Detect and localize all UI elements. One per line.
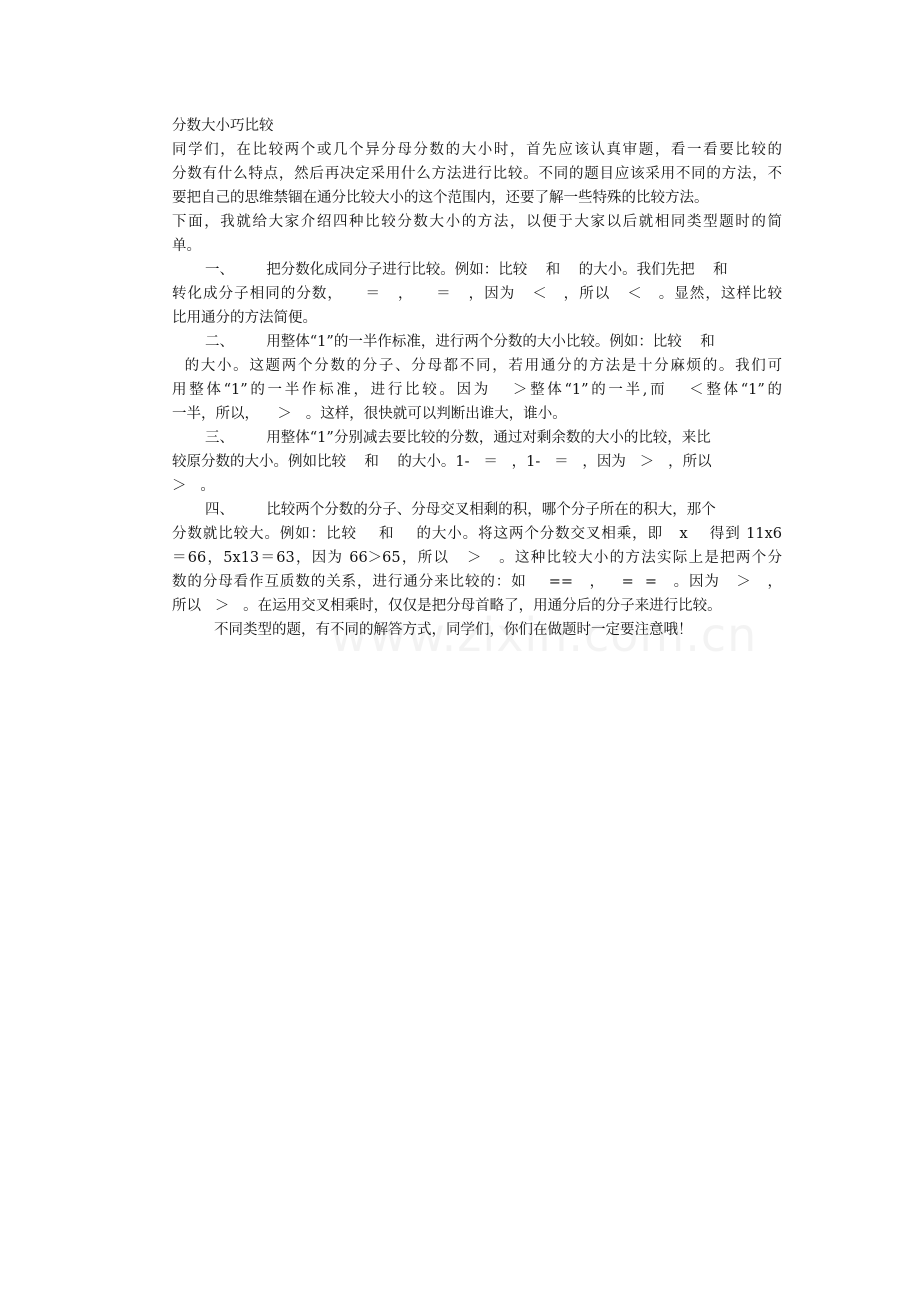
method-2-line-2: 的大小。这题两个分数的分子、分母都不同，若用通分的方法是十分麻烦的。我们可: [172, 358, 782, 374]
method-3-line-3: ＞ 。: [172, 478, 215, 494]
method-2-line-3: 用整体“1”的一半作标准，进行比较。因为 ＞整体“1”的一半,而 ＜整体“1”的: [172, 382, 782, 398]
method-4-line-4: 数的分母看作互质数的关系，进行通分来比较的：如 == ， = = 。因为 ＞ ，: [172, 574, 782, 590]
intro-1-line-1: 同学们，在比较两个或几个异分母分数的大小时，首先应该认真审题，看一看要比较的: [172, 142, 782, 158]
intro-2-line-1: 下面，我就给大家介绍四种比较分数大小的方法，以便于大家以后就相同类型题时的简: [172, 214, 782, 230]
method-1-line-1: 一、 把分数化成同分子进行比较。例如：比较 和 的大小。我们先把 和: [205, 262, 728, 278]
intro-2-line-2: 单。: [172, 238, 201, 254]
doc-title: 分数大小巧比较: [172, 118, 274, 134]
method-3-line-2: 较原分数的大小。例如比较 和 的大小。1- ＝ ，1- ＝ ，因为 ＞ ，所以: [172, 454, 712, 470]
intro-1-line-2: 分数有什么特点，然后再决定采用什么方法进行比较。不同的题目应该采用不同的方法，不: [172, 166, 782, 182]
closing-line: 不同类型的题，有不同的解答方式，同学们，你们在做题时一定要注意哦！: [214, 622, 693, 638]
method-1-line-3: 比用通分的方法简便。: [172, 310, 317, 326]
method-4-line-5: 所以 ＞ 。在运用交叉相乘时，仅仅是把分母首略了，用通分后的分子来进行比较。: [172, 598, 722, 614]
method-2-line-4: 一半，所以， ＞ 。这样，很快就可以判断出谁大，谁小。: [172, 406, 567, 422]
method-1-line-2: 转化成分子相同的分数， ＝ ， ＝ ，因为 ＜ ，所以 ＜ 。显然，这样比较: [172, 286, 782, 302]
method-3-line-1: 三、 用整体“1”分别减去要比较的分数，通过对剩余数的大小的比较，来比: [205, 430, 711, 446]
method-4-line-2: 分数就比较大。例如：比较 和 的大小。将这两个分数交叉相乘，即 x 得到 11x6: [172, 526, 782, 542]
method-4-line-3: ＝66，5x13＝63，因为 66＞65，所以 ＞ 。这种比较大小的方法实际上是把两个分: [172, 550, 782, 566]
method-2-line-1: 二、 用整体“1”的一半作标准，进行两个分数的大小比较。例如：比较 和: [205, 334, 715, 350]
method-4-line-1: 四、 比较两个分数的分子、分母交叉相剩的积，哪个分子所在的积大，那个: [205, 502, 716, 518]
intro-1-line-3: 要把自己的思维禁锢在通分比较大小的这个范围内，还要了解一些特殊的比较方法。: [172, 190, 709, 206]
